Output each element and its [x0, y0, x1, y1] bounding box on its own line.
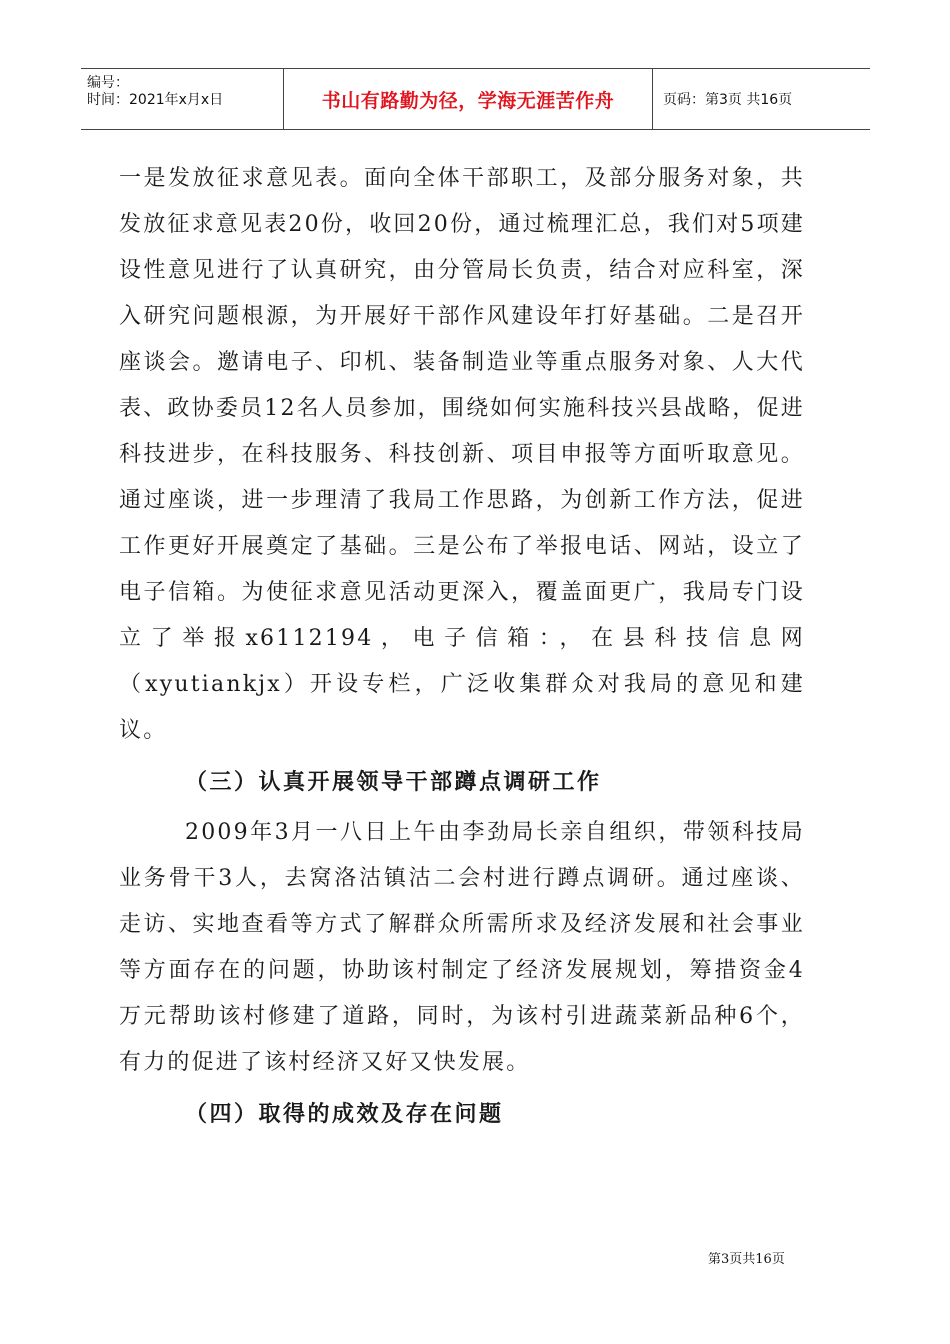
header-motto: 书山有路勤为径，学海无涯苦作舟 [283, 69, 653, 129]
page-footer: 第3页共16页 [708, 1252, 785, 1267]
time-label: 时间：2021年x月x日 [87, 92, 224, 108]
body-paragraph: 一是发放征求意见表。面向全体干部职工，及部分服务对象，共发放征求意见表20份，收回20份，通过梳理汇总，我们对5项建设性意见进行了认真研究，由分管局长负责，结合对应科室，深入研究问题根源，为开展好干部作风建设年打好基础。二是召开座谈会。邀请电子、印机、装备制造业等重点服务对象、人大代表、政协委员12名人员参加，围绕如何实施科技兴县战略，促进科技进步，在科技服务、科技创新、项目申报等方面听取意见。通过座谈，进一步理清了我局工作思路，为创新工作方法，促进工作更好开展奠定了基础。三是公布了举报电话、网站，设立了电子信箱。为使征求意见活动更深入，覆盖面更广，我局专门设立了举报x6112194，电子信箱：，在县科技信息网（xyutiankjx）开设专栏，广泛收集群众对我局的意见和建议。 [119, 166, 805, 743]
header-meta [81, 69, 283, 129]
document-body [119, 156, 805, 1138]
section-heading: （三）认真开展领导干部蹲点调研工作 [185, 770, 602, 795]
page-header [81, 68, 870, 130]
section-heading: （四）取得的成效及存在问题 [185, 1102, 504, 1127]
number-label: 编号： [87, 75, 129, 91]
header-page-info: 页码：第3页 共16页 [663, 92, 793, 108]
body-paragraph: 2009年3月一八日上午由李劲局长亲自组织，带领科技局业务骨干3人，去窝洛沽镇沽二会村进行蹲点调研。通过座谈、走访、实地查看等方式了解群众所需所求及经济发展和社会事业等方面存在的问题，协助该村制定了经济发展规划，筹措资金4万元帮助该村修建了道路，同时，为该村引进蔬菜新品种6个，有力的促进了该村经济又好又快发展。 [119, 820, 805, 1075]
